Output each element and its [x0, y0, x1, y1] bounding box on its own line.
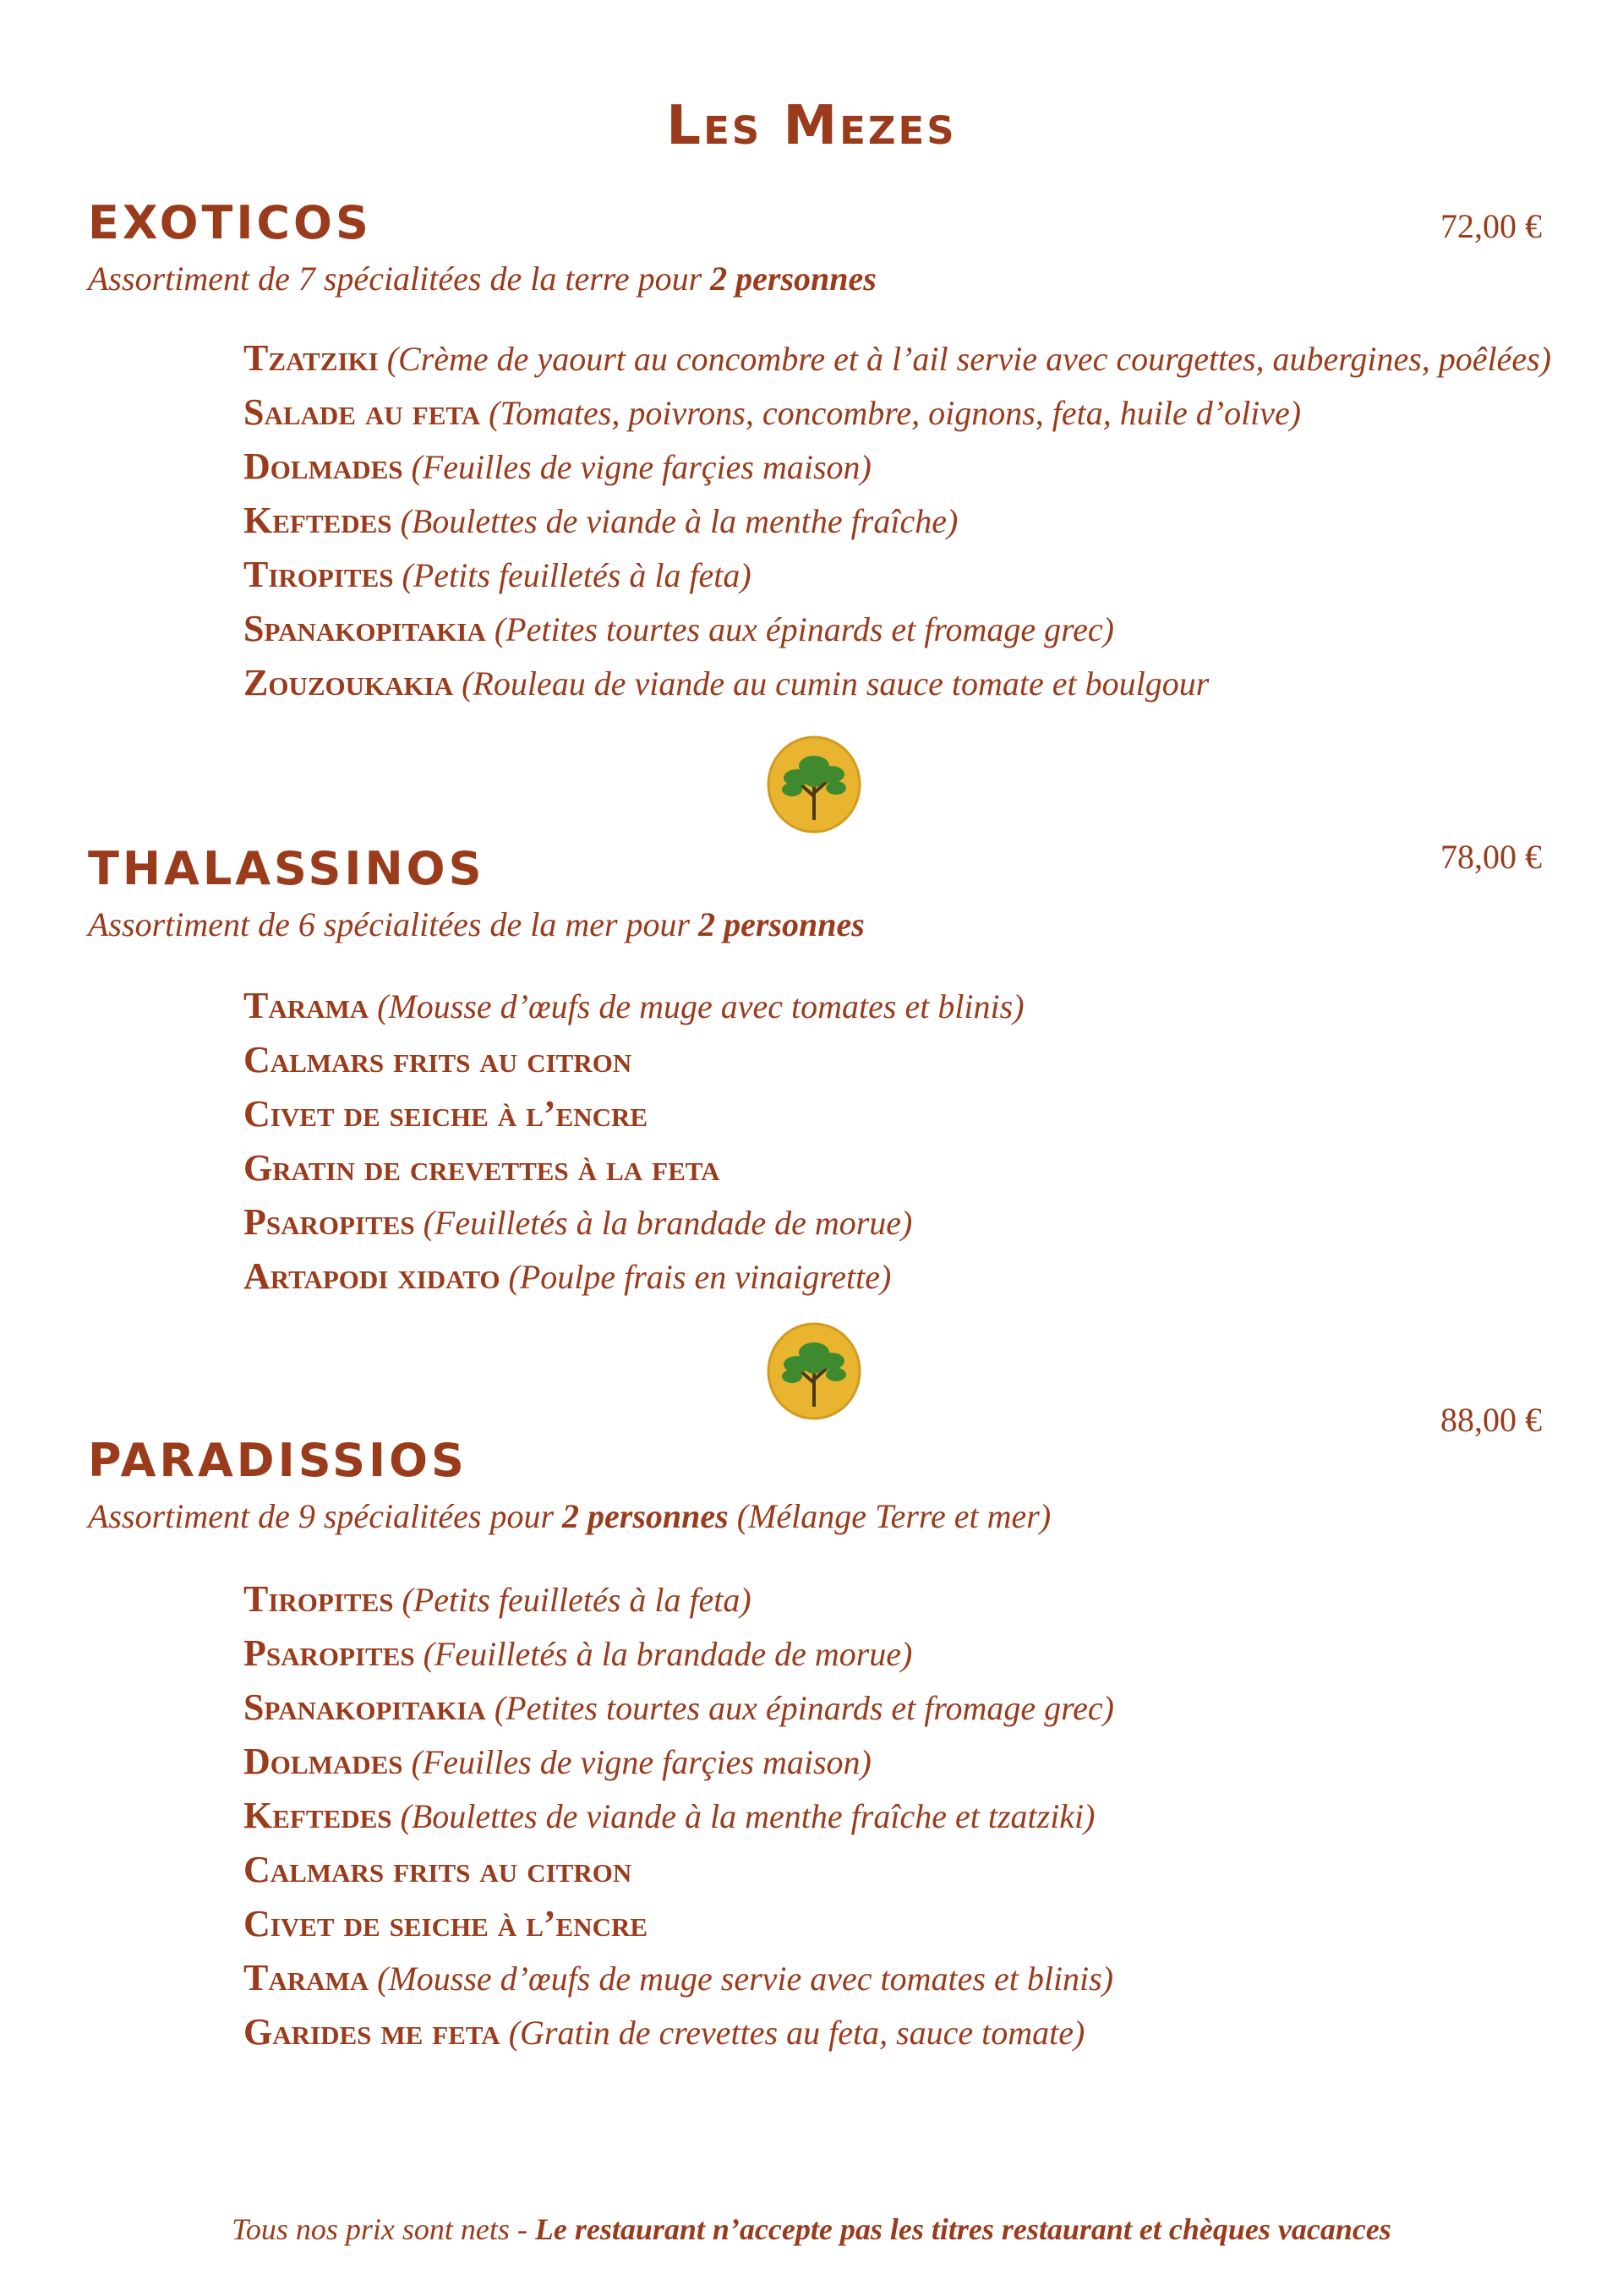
list-item: Psaropites (Feuilletés à la brandade de morue)	[243, 1632, 913, 1674]
item-list-paradissios	[243, 1572, 1114, 2059]
section-subtitle-paradissios: Assortiment de 9 spécialitées pour 2 personnes (Mélange Terre et mer)	[88, 1497, 1052, 1535]
list-item: Civet de seiche à l’encre	[243, 1093, 648, 1134]
price-exoticos: 72,00 €	[1440, 207, 1542, 245]
olive-tree-icon	[765, 1322, 863, 1420]
list-item: Gratin de crevettes à la feta	[243, 1147, 720, 1189]
list-item: Civet de seiche à l’encre	[243, 1903, 648, 1944]
page-title: Les Mezes	[666, 95, 957, 157]
list-item: Tarama (Mousse d’œufs de muge servie avec tomates et blinis)	[243, 1957, 1114, 1998]
olive-tree-icon	[765, 735, 863, 834]
list-item: Spanakopitakia (Petites tourtes aux épinards et fromage grec)	[243, 608, 1114, 649]
section-subtitle-thalassinos: Assortiment de 6 spécialitées de la mer pour 2 personnes	[88, 905, 865, 943]
list-item: Keftedes (Boulettes de viande à la menthe fraîche)	[243, 500, 959, 541]
list-item: Tzatziki (Crème de yaourt au concombre et à l’ail servie avec courgettes, aubergines, poêlées)	[243, 337, 1552, 379]
list-item: Dolmades (Feuilles de vigne farçies maison)	[243, 446, 872, 487]
list-item: Garides me feta (Gratin de crevettes au feta, sauce tomate)	[243, 2011, 1085, 2053]
section-title-paradissios: PARADISSIOS	[88, 1434, 467, 1487]
list-item: Tiropites (Petits feuilletés à la feta)	[243, 1578, 751, 1620]
list-item: Keftedes (Boulettes de viande à la menthe fraîche et tzatziki)	[243, 1795, 1096, 1836]
section-title-exoticos: EXOTICOS	[88, 196, 372, 249]
price-paradissios: 88,00 €	[1440, 1401, 1542, 1439]
list-item: Salade au feta (Tomates, poivrons, concombre, oignons, feta, huile d’olive)	[243, 391, 1302, 433]
section-title-thalassinos: THALASSINOS	[88, 842, 485, 895]
item-list-thalassinos	[243, 979, 1025, 1304]
list-item: Dolmades (Feuilles de vigne farçies maison)	[243, 1741, 872, 1782]
list-item: Artapodi xidato (Poulpe frais en vinaigrette)	[243, 1255, 892, 1297]
section-subtitle-exoticos: Assortiment de 7 spécialitées de la terre pour 2 personnes	[88, 260, 877, 298]
footer-note: Tous nos prix sont nets - Le restaurant n’accepte pas les titres restaurant et chèques vacances	[232, 2212, 1391, 2246]
list-item: Spanakopitakia (Petites tourtes aux épinards et fromage grec)	[243, 1686, 1114, 1728]
list-item: Calmars frits au citron	[243, 1039, 632, 1080]
list-item: Tarama (Mousse d’œufs de muge avec tomates et blinis)	[243, 985, 1025, 1026]
list-item: Psaropites (Feuilletés à la brandade de morue)	[243, 1201, 913, 1243]
price-thalassinos: 78,00 €	[1440, 838, 1542, 876]
list-item: Calmars frits au citron	[243, 1849, 632, 1890]
list-item: Zouzoukakia (Rouleau de viande au cumin sauce tomate et boulgour	[243, 662, 1210, 703]
list-item: Tiropites (Petits feuilletés à la feta)	[243, 554, 751, 595]
item-list-exoticos	[243, 331, 1551, 710]
